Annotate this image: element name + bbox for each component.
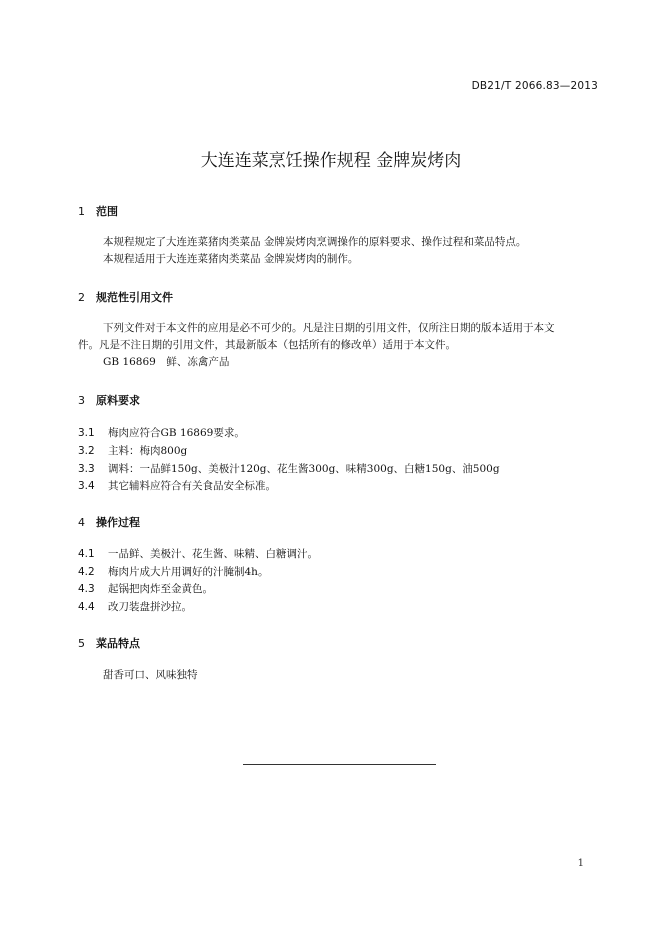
list-item [78, 581, 213, 596]
section-title: 操作过程 [96, 516, 140, 529]
item-text: 起锅把肉炸至金黄色。 [108, 583, 213, 595]
section-title: 规范性引用文件 [96, 291, 173, 304]
page-number: 1 [577, 858, 584, 869]
item-text: 其它辅料应符合有关食品安全标准。 [108, 480, 276, 492]
list-item [78, 546, 318, 561]
item-number: 3.1 [78, 427, 95, 439]
section-number: 5 [78, 637, 85, 650]
paragraph-line: 件。凡是不注日期的引用文件，其最新版本（包括所有的修改单）适用于本文件。 [78, 339, 456, 351]
section-number: 1 [78, 205, 85, 218]
paragraph: 本规程规定了大连连菜猪肉类菜品 金牌炭烤肉烹调操作的原料要求、操作过程和菜品特点。 [103, 236, 527, 248]
list-item [78, 425, 245, 440]
section-heading-dish-characteristics [78, 635, 140, 651]
item-text: 主料：梅肉800g [108, 445, 188, 457]
item-number: 4.4 [78, 601, 95, 613]
section-heading-raw-materials [78, 392, 140, 408]
item-text: 调料：一品鲜150g、美极汁120g、花生酱300g、味精300g、白糖150g、油500g [108, 463, 500, 475]
item-text: 梅肉应符合GB 16869要求。 [108, 427, 245, 439]
item-number: 3.3 [78, 463, 95, 475]
section-heading-normative-references [78, 289, 173, 305]
section-number: 4 [78, 516, 85, 529]
list-item [78, 599, 192, 614]
document-title: 大连连菜烹饪操作规程 金牌炭烤肉 [200, 151, 462, 171]
list-item [78, 461, 500, 476]
section-title: 范围 [96, 205, 118, 218]
list-item [78, 443, 187, 458]
section-heading-scope [78, 203, 118, 219]
item-text: 一品鲜、美极汁、花生酱、味精、白糖调汁。 [108, 548, 318, 560]
reference-entry: GB 16869 鲜、冻禽产品 [103, 356, 230, 368]
standard-code: DB21/T 2066.83—2013 [471, 80, 598, 92]
paragraph-line: 下列文件对于本文件的应用是必不可少的。凡是注日期的引用文件，仅所注日期的版本适用于本文 [103, 322, 555, 334]
section-title: 原料要求 [96, 394, 140, 407]
list-item [78, 564, 268, 579]
section-number: 3 [78, 394, 85, 407]
item-number: 3.4 [78, 480, 95, 492]
section-title: 菜品特点 [96, 637, 140, 650]
item-number: 4.1 [78, 548, 95, 560]
item-number: 3.2 [78, 445, 95, 457]
end-of-document-rule [243, 764, 436, 765]
item-text: 梅肉片成大片用调好的汁腌制4h。 [108, 566, 269, 578]
list-item [78, 478, 276, 493]
paragraph: 本规程适用于大连连菜猪肉类菜品 金牌炭烤肉的制作。 [103, 253, 359, 265]
item-text: 改刀装盘拼沙拉。 [108, 601, 192, 613]
section-heading-procedure [78, 514, 140, 530]
item-number: 4.2 [78, 566, 95, 578]
item-number: 4.3 [78, 583, 95, 595]
section-number: 2 [78, 291, 85, 304]
paragraph: 甜香可口、风味独特 [103, 669, 198, 681]
